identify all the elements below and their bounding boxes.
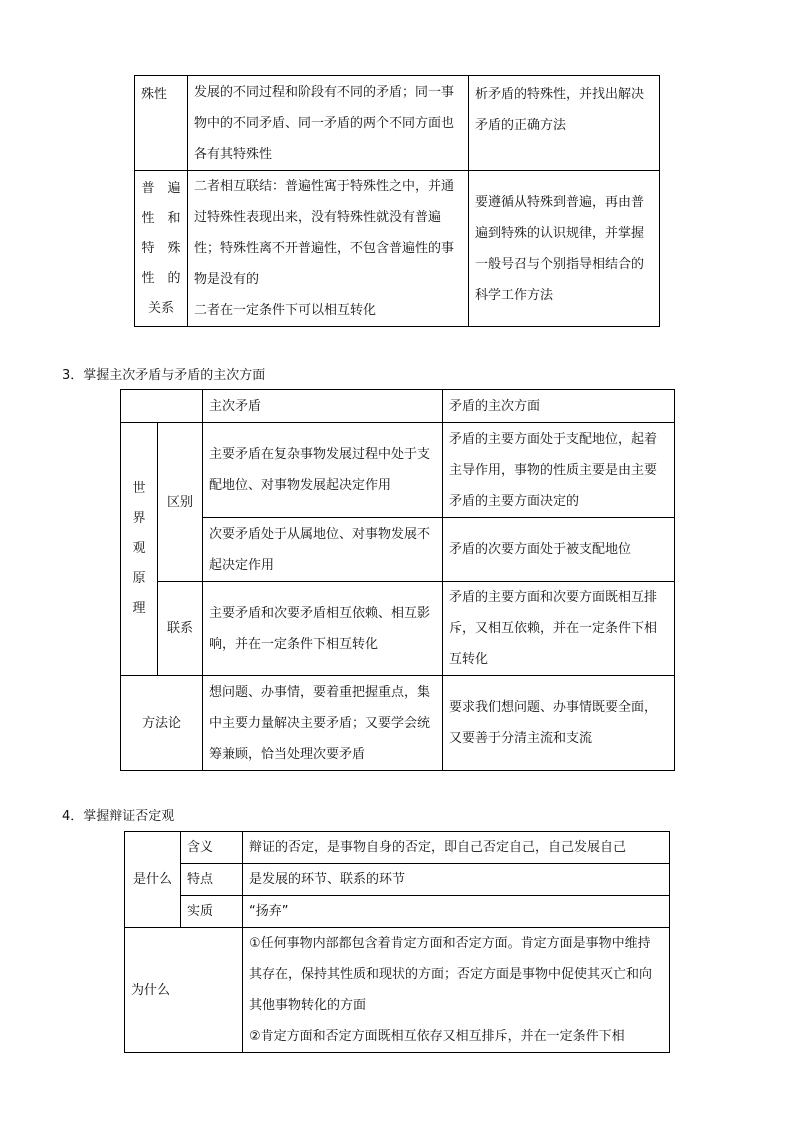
header-main-secondary: 主次矛盾 bbox=[203, 390, 443, 423]
row-label-relationship bbox=[135, 171, 188, 327]
table-row bbox=[121, 582, 675, 676]
methodology-contradiction-text: 想问题、办事情，要着重把握重点，集中主要力量解决主要矛盾；又要学会统筹兼顾，恰当处理次要矛盾 bbox=[203, 676, 443, 771]
why-content bbox=[243, 928, 670, 1053]
particularity-method: 析矛盾的特殊性，并找出解决矛盾的正确方法 bbox=[469, 76, 660, 171]
particularity-table bbox=[134, 75, 660, 327]
label-char: 性 和 bbox=[141, 210, 181, 226]
table-header-row bbox=[121, 390, 675, 423]
label-char: 普 遍 bbox=[141, 180, 181, 196]
table-row bbox=[125, 928, 670, 1053]
main-aspect-text: 矛盾的主要方面处于支配地位，起着主导作用，事物的性质主要是由主要矛盾的主要方面决定的 bbox=[443, 423, 675, 518]
relationship-content-2: 二者在一定条件下可以相互转化 bbox=[194, 303, 377, 318]
table-row bbox=[125, 832, 670, 864]
section3-heading: 3．掌握主次矛盾与矛盾的主次方面 bbox=[62, 368, 266, 383]
table-row bbox=[135, 76, 660, 171]
relationship-content-1: 二者相互联结：普遍性寓于特殊性之中，并通过特殊性表现出来，没有特殊性就没有普遍性；特殊性离不开普遍性，不包含普遍性的事物是没有的 bbox=[194, 179, 455, 287]
aspect-connection-text: 矛盾的主要方面和次要方面既相互排斥，又相互依赖，并在一定条件下相互转化 bbox=[443, 582, 675, 676]
label-char: 原 bbox=[132, 571, 146, 586]
why-point-2: ②肯定方面和否定方面既相互依存又相互排斥，并在一定条件下相 bbox=[249, 1029, 625, 1044]
worldview-label bbox=[121, 423, 158, 676]
label-char: 性 的 bbox=[141, 270, 181, 286]
secondary-aspect-text: 矛盾的次要方面处于被支配地位 bbox=[443, 518, 675, 582]
table-row bbox=[125, 896, 670, 928]
secondary-contradiction-text: 次要矛盾处于从属地位、对事物发展不起决定作用 bbox=[203, 518, 443, 582]
label-char: 理 bbox=[132, 601, 146, 616]
why-point-1: ①任何事物内部都包含着肯定方面和否定方面。肯定方面是事物中维持其存在，保持其性质和现状的方面；否定方面是事物中促使其灭亡和向其他事物转化的方面 bbox=[249, 936, 653, 1013]
header-blank bbox=[121, 390, 203, 423]
header-aspects: 矛盾的主次方面 bbox=[443, 390, 675, 423]
relationship-method: 要遵循从特殊到普遍，再由普遍到特殊的认识规律，并掌握一般号召与个别指导相结合的科学工作方法 bbox=[469, 171, 660, 327]
particularity-content: 发展的不同过程和阶段有不同的矛盾；同一事物中的不同矛盾、同一矛盾的两个不同方面也各有其特殊性 bbox=[188, 76, 469, 171]
essence-label: 实质 bbox=[181, 896, 243, 928]
what-label: 是什么 bbox=[125, 832, 181, 928]
table-row bbox=[121, 518, 675, 582]
label-char: 世 bbox=[132, 481, 146, 496]
why-label: 为什么 bbox=[125, 928, 243, 1053]
section4-heading: 4．掌握辩证否定观 bbox=[62, 809, 175, 824]
table-row bbox=[135, 171, 660, 327]
methodology-aspect-text: 要求我们想问题、办事情既要全面，又要善于分清主流和支流 bbox=[443, 676, 675, 771]
table-row bbox=[121, 423, 675, 518]
essence-text: “扬弃” bbox=[243, 896, 670, 928]
meaning-label: 含义 bbox=[181, 832, 243, 864]
label-char: 关系 bbox=[147, 300, 174, 316]
main-secondary-table bbox=[120, 389, 675, 771]
contradiction-connection-text: 主要矛盾和次要矛盾相互依赖、相互影响，并在一定条件下相互转化 bbox=[203, 582, 443, 676]
relationship-content bbox=[188, 171, 469, 327]
table-row bbox=[121, 676, 675, 771]
feature-text: 是发展的环节、联系的环节 bbox=[243, 864, 670, 896]
feature-label: 特点 bbox=[181, 864, 243, 896]
label-char: 观 bbox=[132, 541, 146, 556]
table-row bbox=[125, 864, 670, 896]
row-label-particularity: 殊性 bbox=[135, 76, 188, 171]
methodology-label: 方法论 bbox=[121, 676, 203, 771]
main-contradiction-text: 主要矛盾在复杂事物发展过程中处于支配地位、对事物发展起决定作用 bbox=[203, 423, 443, 518]
distinction-label: 区别 bbox=[158, 423, 203, 582]
dialectical-negation-table bbox=[124, 831, 670, 1053]
meaning-text: 辩证的否定，是事物自身的否定，即自己否定自己，自己发展自己 bbox=[243, 832, 670, 864]
label-char: 特 殊 bbox=[141, 240, 181, 256]
connection-label: 联系 bbox=[158, 582, 203, 676]
label-char: 界 bbox=[132, 511, 146, 526]
